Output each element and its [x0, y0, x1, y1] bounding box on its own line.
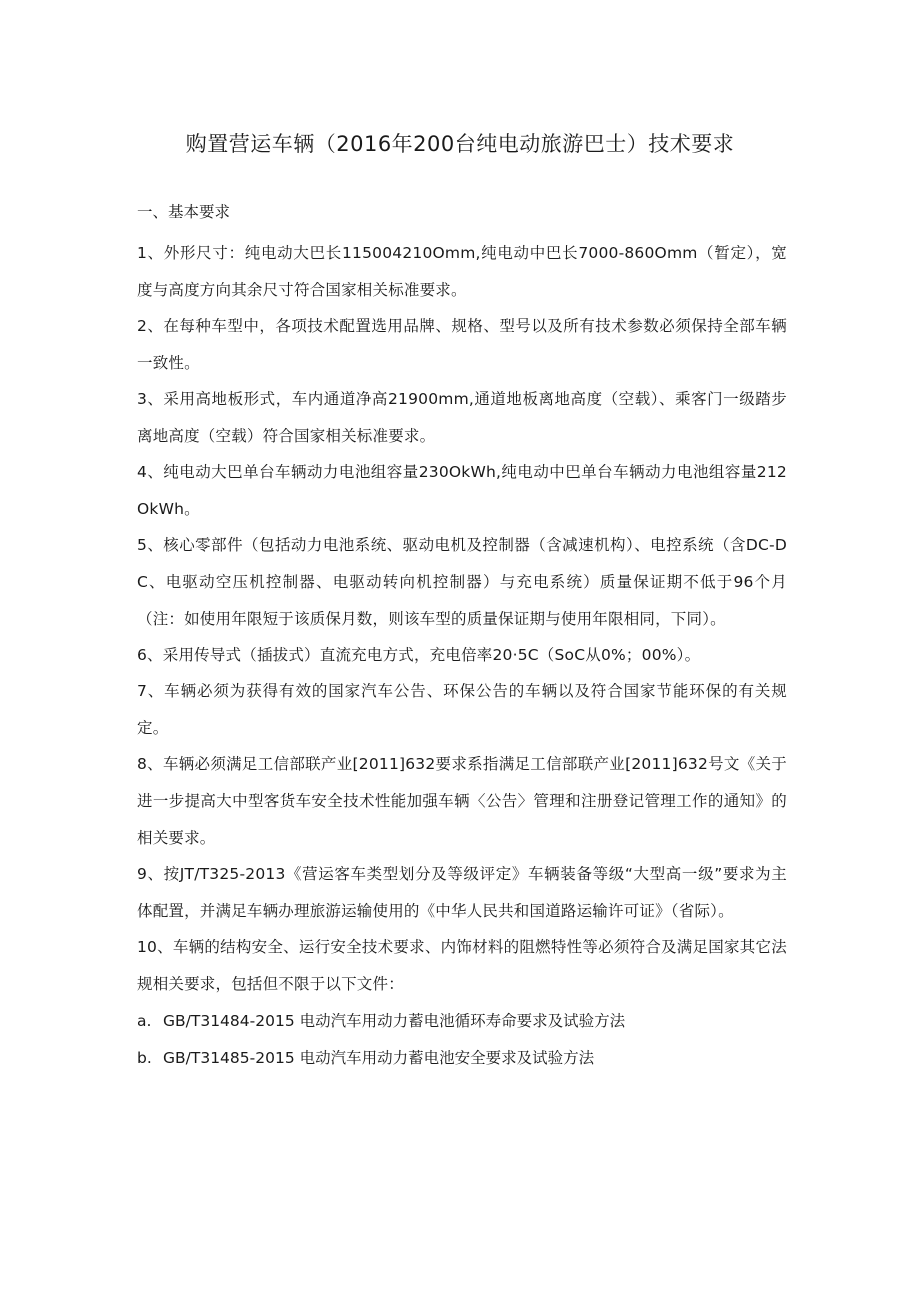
document-title: 购置营运车辆（2016年200台纯电动旅游巴士）技术要求	[185, 132, 735, 156]
requirement-item-8: 8、车辆必须满足工信部联产业[2011]632要求系指满足工信部联产业[2011]632号文《关于进一步提高大中型客货车安全技术性能加强车辆〈公告〉管理和注册登记管理工作的通知》的相关要求。	[137, 755, 787, 847]
section-heading: 一、基本要求	[137, 203, 231, 221]
requirement-item-2: 2、在每种车型中，各项技术配置选用品牌、规格、型号以及所有技术参数必须保持全部车辆一致性。	[137, 317, 787, 372]
requirement-item-10: 10、车辆的结构安全、运行安全技术要求、内饰材料的阻燃特性等必须符合及满足国家其它法规相关要求，包括但不限于以下文件：	[137, 938, 787, 993]
requirement-item-1: 1、外形尺寸：纯电动大巴长115004210Omm,纯电动中巴长7000-860Omm（暂定），宽度与高度方向其余尺寸符合国家相关标准要求。	[137, 244, 787, 299]
reference-text: GB/T31485-2015 电动汽车用动力蓄电池安全要求及试验方法	[163, 1049, 595, 1067]
reference-label: b.	[137, 1049, 152, 1067]
reference-text: GB/T31484-2015 电动汽车用动力蓄电池循环寿命要求及试验方法	[163, 1012, 626, 1030]
requirement-item-4: 4、纯电动大巴单台车辆动力电池组容量230OkWh,纯电动中巴单台车辆动力电池组容量212OkWh。	[137, 463, 787, 518]
requirement-item-7: 7、车辆必须为获得有效的国家汽车公告、环保公告的车辆以及符合国家节能环保的有关规定。	[137, 682, 787, 737]
requirement-item-5: 5、核心零部件（包括动力电池系统、驱动电机及控制器（含减速机构）、电控系统（含DC-DC、电驱动空压机控制器、电驱动转向机控制器）与充电系统）质量保证期不低于96个月（注：如使用年限短于该质保月数，则该车型的质量保证期与使用年限相同，下同）。	[137, 536, 787, 628]
reference-item-b	[137, 1040, 787, 1077]
requirement-item-3: 3、采用高地板形式，车内通道净高21900mm,通道地板离地高度（空载）、乘客门一级踏步离地高度（空载）符合国家相关标准要求。	[137, 390, 787, 445]
reference-label: a.	[137, 1012, 152, 1030]
reference-item-a	[137, 1003, 787, 1040]
document-body	[137, 199, 787, 1077]
requirement-item-9: 9、按JT/T325-2013《营运客车类型划分及等级评定》车辆装备等级“大型高一级”要求为主体配置，并满足车辆办理旅游运输使用的《中华人民共和国道路运输许可证》（省际）。	[137, 865, 787, 920]
requirement-item-6: 6、采用传导式（插拔式）直流充电方式，充电倍率20·5C（SoC从0%；00%）。	[137, 646, 701, 664]
